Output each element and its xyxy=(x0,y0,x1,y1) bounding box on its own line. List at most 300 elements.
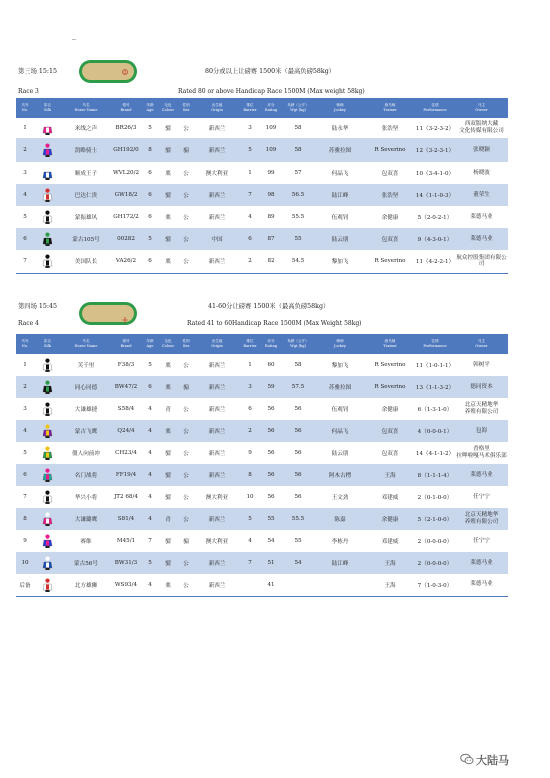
cell-rating: 56 xyxy=(261,398,281,420)
cell-perf: 2（0-1-0-0） xyxy=(415,486,455,508)
cell-barrier: 5 xyxy=(239,508,261,530)
cell-origin: 新西兰 xyxy=(195,250,239,273)
cell-name: 同心同德 xyxy=(61,376,111,398)
cell-colour: 栗 xyxy=(159,574,177,596)
cell-name: 北方雄狮 xyxy=(61,574,111,596)
cell-perf: 14（1-1-0-3） xyxy=(415,184,455,206)
column-header-en: Trainer xyxy=(383,108,397,112)
column-header-cn: 烙号 xyxy=(122,103,130,108)
cell-origin: 澳大利亚 xyxy=(195,162,239,184)
silk-icon xyxy=(34,138,61,162)
table-row xyxy=(16,574,508,596)
cell-brand: GH172/2 xyxy=(111,206,141,228)
cell-wgt xyxy=(281,574,315,596)
cell-name: 米线之声 xyxy=(61,118,111,138)
cell-perf: 11（3-2-3-2） xyxy=(415,118,455,138)
cell-jockey xyxy=(315,574,365,596)
cell-name: 巴达仁贵 xyxy=(61,184,111,206)
column-header-origin xyxy=(195,334,239,354)
cell-trainer: 王海 xyxy=(365,574,415,596)
cell-rating: 51 xyxy=(261,552,281,574)
column-header-cn: 马名 xyxy=(82,103,90,108)
cell-name: 蒙古56号 xyxy=(61,552,111,574)
table-row xyxy=(16,486,508,508)
cell-perf: 11（4-2-2-1） xyxy=(415,250,455,273)
cell-origin: 新西兰 xyxy=(195,376,239,398)
cell-trainer: R Severino xyxy=(365,138,415,162)
column-header-cn: 排位 xyxy=(246,103,254,108)
cell-owner: 航众控股集团有限公司 xyxy=(455,250,508,273)
cell-owner: 香格里 拉呷啦嘎马术俱乐部 xyxy=(455,442,508,464)
cell-sex: 骟 xyxy=(177,138,195,162)
cell-rating: 55 xyxy=(261,508,281,530)
column-header-cn: 往绩 xyxy=(431,339,439,344)
cell-trainer: 包双喜 xyxy=(365,442,415,464)
cell-no: 5 xyxy=(16,442,34,464)
cell-name: 蒙古105号 xyxy=(61,228,111,250)
cell-trainer: 张浩坚 xyxy=(365,184,415,206)
cell-no: 2 xyxy=(16,138,34,162)
cell-colour: 骝 xyxy=(159,530,177,552)
cell-wgt: 56 xyxy=(281,420,315,442)
column-header-jockey xyxy=(315,98,365,118)
table-row xyxy=(16,420,508,442)
column-header-en: Silk xyxy=(44,108,51,112)
cell-rating: 56 xyxy=(261,486,281,508)
cell-jockey: 陆永华 xyxy=(315,118,365,138)
cell-rating: 109 xyxy=(261,138,281,162)
cell-trainer: 余健康 xyxy=(365,508,415,530)
race3-label: Race 3 xyxy=(18,88,39,95)
cell-owner: 任宁宁 xyxy=(455,530,508,552)
table-header-row xyxy=(16,98,508,118)
cell-age: 6 xyxy=(141,376,159,398)
column-header-en: Owner xyxy=(475,108,488,112)
cell-owner: 北京天精地华 养殖有限公司 xyxy=(455,398,508,420)
cell-owner: 莱德马业 xyxy=(455,228,508,250)
cell-origin: 新西兰 xyxy=(195,398,239,420)
cell-jockey: 伍观钊 xyxy=(315,206,365,228)
cell-wgt: 54 xyxy=(281,552,315,574)
cell-origin: 新西兰 xyxy=(195,508,239,530)
cell-age: 6 xyxy=(141,162,159,184)
cell-colour: 骝 xyxy=(159,184,177,206)
cell-origin: 新西兰 xyxy=(195,420,239,442)
column-header-silk xyxy=(34,334,61,354)
cell-no: 3 xyxy=(16,398,34,420)
cell-age: 6 xyxy=(141,206,159,228)
cell-no: 6 xyxy=(16,228,34,250)
cell-trainer: 包双喜 xyxy=(365,228,415,250)
column-header-age xyxy=(141,98,159,118)
column-header-cn: 马主 xyxy=(477,339,486,344)
column-header-cn: 彩衣 xyxy=(43,103,52,108)
table-row xyxy=(16,530,508,552)
cell-owner: 张晓颖 xyxy=(455,138,508,162)
cell-age: 6 xyxy=(141,250,159,273)
column-header-rating xyxy=(261,98,281,118)
column-header-sex xyxy=(177,98,195,118)
cell-jockey: 陆云朋 xyxy=(315,442,365,464)
column-header-en: Age xyxy=(146,108,154,112)
cell-no: 4 xyxy=(16,420,34,442)
column-header-name xyxy=(61,98,111,118)
cell-jockey: 李栋丹 xyxy=(315,530,365,552)
cell-jockey: 何晶飞 xyxy=(315,420,365,442)
cell-rating: 98 xyxy=(261,184,281,206)
column-header-en: Origin xyxy=(211,344,223,348)
cell-rating: 87 xyxy=(261,228,281,250)
cell-trainer: 邓建威 xyxy=(365,530,415,552)
cell-perf: 4（0-0-0-1） xyxy=(415,420,455,442)
cell-barrier xyxy=(239,574,261,596)
cell-brand: VA26/2 xyxy=(111,250,141,273)
cell-trainer: 邓建威 xyxy=(365,486,415,508)
column-header-en: Silk xyxy=(44,344,51,348)
cell-rating: 60 xyxy=(261,354,281,376)
cell-name: 僵人向前冲 xyxy=(61,442,111,464)
silk-icon xyxy=(34,250,61,273)
cell-name: 名门战将 xyxy=(61,464,111,486)
cell-perf: 5（2-0-2-1） xyxy=(415,206,455,228)
cell-colour: 栗 xyxy=(159,420,177,442)
cell-age: 5 xyxy=(141,118,159,138)
cell-sex: 公 xyxy=(177,162,195,184)
cell-sex: 骟 xyxy=(177,376,195,398)
cell-barrier: 4 xyxy=(239,206,261,228)
cell-origin: 新西兰 xyxy=(195,118,239,138)
cell-barrier: 6 xyxy=(239,228,261,250)
cell-brand: 00282 xyxy=(111,228,141,250)
column-header-en: Barrier xyxy=(243,108,257,112)
cell-rating: 59 xyxy=(261,376,281,398)
cell-sex: 公 xyxy=(177,574,195,596)
table-row xyxy=(16,442,508,464)
cell-age: 4 xyxy=(141,574,159,596)
column-header-en: Colour xyxy=(161,344,175,348)
column-header-en: No. xyxy=(21,108,29,112)
table-row xyxy=(16,184,508,206)
cell-no: 后备 xyxy=(16,574,34,596)
cell-colour: 栗 xyxy=(159,162,177,184)
cell-name: 大谦璐鹰 xyxy=(61,508,111,530)
cell-owner: 西双版纳大藏 文化传媒有限公司 xyxy=(455,118,508,138)
cell-owner: 莱德马业 xyxy=(455,206,508,228)
cell-barrier: 3 xyxy=(239,376,261,398)
column-header-en: Jockey xyxy=(334,344,346,348)
cell-barrier: 4 xyxy=(239,530,261,552)
column-header-en: Owner xyxy=(475,344,488,348)
cell-origin: 新西兰 xyxy=(195,354,239,376)
column-header-en: Sex xyxy=(182,108,190,112)
cell-wgt: 55.5 xyxy=(281,508,315,530)
table-row xyxy=(16,138,508,162)
cell-wgt: 54.5 xyxy=(281,250,315,273)
cell-brand: F38/3 xyxy=(111,354,141,376)
cell-jockey: 伍观钊 xyxy=(315,398,365,420)
column-header-cn: 马号 xyxy=(21,103,29,108)
cell-colour: 栗 xyxy=(159,376,177,398)
column-header-owner xyxy=(455,334,508,354)
cell-trainer: R Severino xyxy=(365,354,415,376)
cell-colour: 栗 xyxy=(159,354,177,376)
cell-barrier: 1 xyxy=(239,162,261,184)
cell-origin: 新西兰 xyxy=(195,552,239,574)
column-header-name xyxy=(61,334,111,354)
cell-no: 4 xyxy=(16,184,34,206)
cell-brand: GW18/2 xyxy=(111,184,141,206)
silk-icon xyxy=(34,118,61,138)
table-row xyxy=(16,250,508,273)
silk-icon xyxy=(34,206,61,228)
column-header-cn: 负磅（公斤） xyxy=(287,339,309,344)
cell-brand: WVL20/2 xyxy=(111,162,141,184)
cell-jockey: 苏雅拉图 xyxy=(315,138,365,162)
race3-conditions-en: Rated 80 or above Handicap Race 1500M (Max weight 58kg) xyxy=(178,88,365,95)
column-header-sex xyxy=(177,334,195,354)
column-header-wgt xyxy=(281,98,315,118)
column-header-cn: 马号 xyxy=(21,339,29,344)
cell-age: 5 xyxy=(141,354,159,376)
cell-name: 华兴小将 xyxy=(61,486,111,508)
cell-owner: 任宁宁 xyxy=(455,486,508,508)
cell-origin: 新西兰 xyxy=(195,464,239,486)
cell-age: 4 xyxy=(141,486,159,508)
cell-rating: 56 xyxy=(261,442,281,464)
cell-brand: WS93/4 xyxy=(111,574,141,596)
cell-rating: 56 xyxy=(261,464,281,486)
column-header-wgt xyxy=(281,334,315,354)
column-header-cn: 性别 xyxy=(182,339,190,344)
column-header-cn: 马主 xyxy=(477,103,486,108)
table-row xyxy=(16,118,508,138)
table-row xyxy=(16,552,508,574)
cell-rating: 54 xyxy=(261,530,281,552)
silk-icon xyxy=(34,420,61,442)
column-header-cn: 练马师 xyxy=(384,339,396,344)
silk-icon xyxy=(34,162,61,184)
cell-owner: 莱德马业 xyxy=(455,464,508,486)
cell-age: 5 xyxy=(141,228,159,250)
cell-barrier: 7 xyxy=(239,184,261,206)
cell-jockey: 王文劲 xyxy=(315,486,365,508)
cell-brand: BW47/2 xyxy=(111,376,141,398)
column-header-cn: 练马师 xyxy=(384,103,396,108)
cell-barrier: 5 xyxy=(239,138,261,162)
cell-rating: 89 xyxy=(261,206,281,228)
cell-age: 4 xyxy=(141,464,159,486)
table-header-row xyxy=(16,334,508,354)
cell-name: 蒙振雄风 xyxy=(61,206,111,228)
silk-icon xyxy=(34,508,61,530)
cell-no: 1 xyxy=(16,354,34,376)
watermark xyxy=(460,751,540,767)
cell-jockey: 陆云朋 xyxy=(315,228,365,250)
column-header-trainer xyxy=(365,334,415,354)
cell-name: 凯略骑士 xyxy=(61,138,111,162)
cell-sex: 公 xyxy=(177,184,195,206)
cell-colour: 骝 xyxy=(159,464,177,486)
column-header-cn: 骑师 xyxy=(336,339,344,344)
cell-brand: S58/4 xyxy=(111,398,141,420)
cell-no: 8 xyxy=(16,508,34,530)
cell-no: 3 xyxy=(16,162,34,184)
column-header-en: Performance xyxy=(423,344,447,348)
table-row xyxy=(16,464,508,486)
cell-wgt: 58 xyxy=(281,354,315,376)
cell-no: 5 xyxy=(16,206,34,228)
column-header-en: No. xyxy=(21,344,29,348)
cell-no: 1 xyxy=(16,118,34,138)
cell-sex: 公 xyxy=(177,228,195,250)
cell-owner: 韩树平 xyxy=(455,354,508,376)
race3-title: 第三场 15:15 xyxy=(18,68,58,75)
watermark-text: 大陆马 xyxy=(476,754,509,767)
table-row xyxy=(16,206,508,228)
column-header-en: Jockey xyxy=(334,108,346,112)
cell-no: 7 xyxy=(16,486,34,508)
cell-perf: 2（0-0-0-0） xyxy=(415,552,455,574)
silk-icon xyxy=(34,376,61,398)
column-header-en: Brand xyxy=(120,344,132,348)
cell-rating: 41 xyxy=(261,574,281,596)
cell-owner: 包海 xyxy=(455,420,508,442)
cell-origin: 新西兰 xyxy=(195,574,239,596)
column-header-owner xyxy=(455,98,508,118)
cell-no: 2 xyxy=(16,376,34,398)
column-header-en: Rating xyxy=(264,344,278,348)
cell-brand: GH192/0 xyxy=(111,138,141,162)
cell-perf: 2（0-0-0-0） xyxy=(415,530,455,552)
cell-origin: 新西兰 xyxy=(195,442,239,464)
cell-sex: 公 xyxy=(177,420,195,442)
silk-icon xyxy=(34,354,61,376)
cell-owner: 德同资本 xyxy=(455,376,508,398)
cell-origin: 新西兰 xyxy=(195,184,239,206)
cell-colour: 骝 xyxy=(159,486,177,508)
cell-trainer: 张浩坚 xyxy=(365,118,415,138)
table-row xyxy=(16,508,508,530)
column-header-en: Origin xyxy=(211,108,223,112)
cell-colour: 骝 xyxy=(159,552,177,574)
cell-wgt: 55 xyxy=(281,228,315,250)
column-header-en: Horse Name xyxy=(74,344,98,348)
column-header-cn: 年龄 xyxy=(146,103,154,108)
column-header-en: Performance xyxy=(423,108,447,112)
cell-brand: CH23/4 xyxy=(111,442,141,464)
cell-colour: 骝 xyxy=(159,442,177,464)
cell-jockey: 黎加飞 xyxy=(315,354,365,376)
cell-owner: 莱德马业 xyxy=(455,552,508,574)
cell-wgt: 57.5 xyxy=(281,376,315,398)
silk-icon xyxy=(34,228,61,250)
cell-origin: 新西兰 xyxy=(195,138,239,162)
cell-jockey: 苏雅拉图 xyxy=(315,376,365,398)
cell-age: 4 xyxy=(141,398,159,420)
cell-name: 顺成王子 xyxy=(61,162,111,184)
column-header-brand xyxy=(111,334,141,354)
race4-track-diagram xyxy=(78,301,138,326)
cell-jockey: 阿木古楞 xyxy=(315,464,365,486)
cell-owner: 北京天精地华 养殖有限公司 xyxy=(455,508,508,530)
table-row xyxy=(16,228,508,250)
cell-trainer: R Severino xyxy=(365,376,415,398)
cell-owner: 杨晓波 xyxy=(455,162,508,184)
cell-wgt: 58 xyxy=(281,118,315,138)
column-header-barrier xyxy=(239,334,261,354)
cell-wgt: 55.5 xyxy=(281,206,315,228)
cell-wgt: 58 xyxy=(281,138,315,162)
cell-trainer: 包双喜 xyxy=(365,420,415,442)
cell-perf: 8（1-1-1-4） xyxy=(415,464,455,486)
cell-perf: 13（1-1-3-2） xyxy=(415,376,455,398)
cell-wgt: 56 xyxy=(281,486,315,508)
column-header-cn: 性别 xyxy=(182,103,190,108)
cell-colour: 青 xyxy=(159,508,177,530)
silk-icon xyxy=(34,184,61,206)
race3-conditions-cn: 80分或以上让磅赛 1500米（最高负磅58kg） xyxy=(205,68,336,75)
cell-brand: BR26/3 xyxy=(111,118,141,138)
column-header-en: Age xyxy=(146,344,154,348)
silk-icon xyxy=(34,574,61,596)
cell-name: 蒙古飞鹰 xyxy=(61,420,111,442)
cell-perf: 9（4-3-0-1） xyxy=(415,228,455,250)
cell-owner: 董荣生 xyxy=(455,184,508,206)
cell-perf: 11（1-0-1-1） xyxy=(415,354,455,376)
race4-label: Race 4 xyxy=(18,320,39,327)
column-header-no xyxy=(16,98,34,118)
cell-perf: 7（1-0-3-0） xyxy=(415,574,455,596)
column-header-cn: 毛色 xyxy=(164,339,172,344)
cell-sex: 公 xyxy=(177,354,195,376)
column-header-colour xyxy=(159,98,177,118)
cell-barrier: 8 xyxy=(239,464,261,486)
cell-sex: 公 xyxy=(177,464,195,486)
cell-rating: 99 xyxy=(261,162,281,184)
cell-sex: 公 xyxy=(177,442,195,464)
column-header-perf xyxy=(415,98,455,118)
column-header-en: Horse Name xyxy=(74,108,98,112)
column-header-jockey xyxy=(315,334,365,354)
cell-wgt: 57 xyxy=(281,162,315,184)
column-header-colour xyxy=(159,334,177,354)
race4-title: 第四场 15:45 xyxy=(18,303,58,310)
cell-trainer: 王海 xyxy=(365,552,415,574)
cell-name: 芙千里 xyxy=(61,354,111,376)
column-header-cn: 往绩 xyxy=(431,103,439,108)
cell-trainer: 王海 xyxy=(365,464,415,486)
cell-barrier: 6 xyxy=(239,398,261,420)
column-header-cn: 评分 xyxy=(267,103,275,108)
cell-owner: 莱德马业 xyxy=(455,574,508,596)
race4-entries-table xyxy=(16,334,508,597)
cell-sex: 公 xyxy=(177,118,195,138)
cell-sex: 公 xyxy=(177,206,195,228)
column-header-no xyxy=(16,334,34,354)
cell-trainer: R Severino xyxy=(365,250,415,273)
column-header-age xyxy=(141,334,159,354)
column-header-en: Wgt (kg) xyxy=(290,344,306,348)
cell-trainer: 余健康 xyxy=(365,206,415,228)
cell-sex: 公 xyxy=(177,486,195,508)
cell-no: 9 xyxy=(16,530,34,552)
column-header-trainer xyxy=(365,98,415,118)
race4-conditions-en: Rated 41 to 60Handicap Race 1500M (Max Weight 58kg) xyxy=(187,320,362,327)
cell-perf: 5（2-1-0-0） xyxy=(415,508,455,530)
cell-wgt: 56.5 xyxy=(281,184,315,206)
column-header-en: Rating xyxy=(264,108,278,112)
column-header-cn: 马名 xyxy=(82,339,90,344)
